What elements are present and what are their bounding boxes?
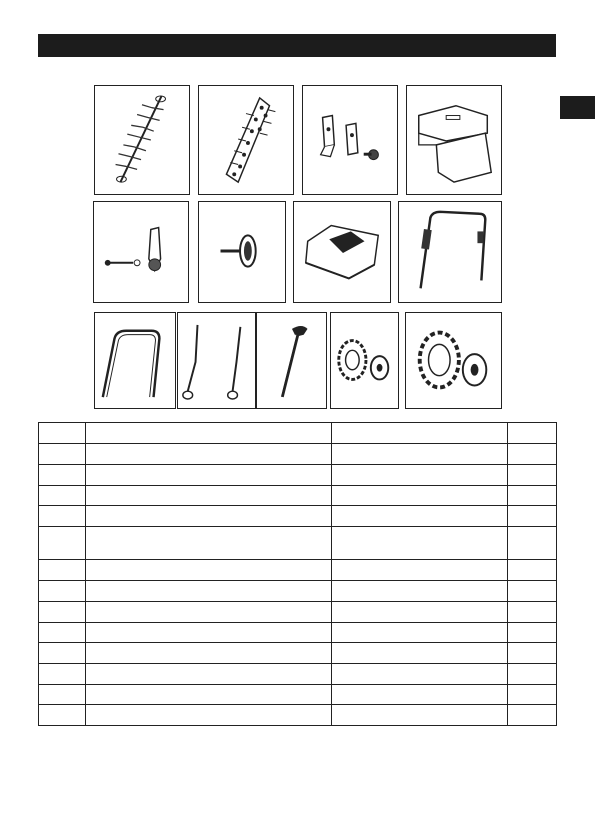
table-cell: [332, 581, 508, 602]
table-row: [39, 560, 557, 581]
part-tile-rear-wheels: [405, 312, 502, 409]
table-cell: [39, 623, 86, 643]
table-cell: [332, 506, 508, 527]
table-cell: [332, 685, 508, 705]
upper-handle-icon: [399, 202, 501, 302]
part-tile-front-wheels: [330, 312, 399, 409]
table-cell: [39, 560, 86, 581]
safety-flap-cover-icon: [294, 202, 390, 302]
table-cell: [332, 705, 508, 726]
table-cell: [332, 623, 508, 643]
table-cell: [508, 527, 557, 560]
table-row: [39, 444, 557, 465]
table-cell: [332, 423, 508, 444]
table-cell: [332, 602, 508, 623]
table-cell: [86, 465, 332, 486]
part-tile-aerator-roller: [198, 85, 294, 195]
table-row: [39, 527, 557, 560]
table-cell: [39, 602, 86, 623]
table-cell: [39, 486, 86, 506]
table-cell: [39, 664, 86, 685]
part-tile-upper-handle: [398, 201, 502, 303]
height-adjust-brackets-icon: [303, 86, 397, 194]
language-side-tab: [560, 96, 595, 119]
part-tile-safety-flap-cover: [293, 201, 391, 303]
rear-wheels-icon: [406, 313, 501, 408]
table-cell: [332, 560, 508, 581]
table-cell: [86, 506, 332, 527]
table-row: [39, 581, 557, 602]
table-cell: [508, 623, 557, 643]
handle-lock-bolt-icon: [94, 202, 188, 302]
part-tile-middle-handle-rods: [177, 312, 256, 409]
table-row: [39, 486, 557, 506]
table-row: [39, 423, 557, 444]
table-cell: [86, 560, 332, 581]
table-cell: [86, 423, 332, 444]
table-cell: [508, 465, 557, 486]
part-tile-lower-handle: [94, 312, 176, 409]
part-tile-adjustment-knob: [198, 201, 286, 303]
table-cell: [508, 685, 557, 705]
table-cell: [39, 581, 86, 602]
table-cell: [508, 423, 557, 444]
part-tile-scarifier-roller: [94, 85, 190, 195]
middle-handle-rods-icon: [178, 313, 255, 408]
part-tile-bag-frame-handle: [256, 312, 327, 409]
table-cell: [508, 506, 557, 527]
table-row: [39, 705, 557, 726]
table-cell: [508, 705, 557, 726]
table-cell: [508, 664, 557, 685]
table-cell: [86, 623, 332, 643]
table-cell: [332, 643, 508, 664]
table-cell: [332, 527, 508, 560]
adjustment-knob-icon: [199, 202, 285, 302]
table-cell: [39, 643, 86, 664]
table-cell: [508, 581, 557, 602]
table-cell: [39, 465, 86, 486]
table-row: [39, 465, 557, 486]
table-cell: [332, 444, 508, 465]
table-cell: [332, 664, 508, 685]
table-cell: [86, 664, 332, 685]
table-cell: [508, 602, 557, 623]
table-row: [39, 685, 557, 705]
table-cell: [86, 705, 332, 726]
table-cell: [86, 602, 332, 623]
table-row: [39, 602, 557, 623]
table-cell: [39, 705, 86, 726]
table-cell: [39, 444, 86, 465]
table-cell: [86, 581, 332, 602]
table-row: [39, 623, 557, 643]
section-header-bar: [38, 34, 556, 57]
table-cell: [508, 486, 557, 506]
table-cell: [508, 643, 557, 664]
bag-frame-handle-icon: [257, 313, 326, 408]
table-cell: [508, 444, 557, 465]
table-row: [39, 506, 557, 527]
part-tile-handle-lock-bolt: [93, 201, 189, 303]
table-row: [39, 664, 557, 685]
table-cell: [39, 527, 86, 560]
parts-list-table: [38, 422, 557, 726]
aerator-roller-icon: [199, 86, 293, 194]
table-cell: [39, 506, 86, 527]
table-cell: [86, 685, 332, 705]
table-cell: [86, 527, 332, 560]
table-cell: [86, 444, 332, 465]
table-cell: [39, 685, 86, 705]
part-tile-grass-bag: [406, 85, 502, 195]
grass-bag-icon: [407, 86, 501, 194]
scarifier-roller-icon: [95, 86, 189, 194]
table-cell: [39, 423, 86, 444]
table-cell: [332, 465, 508, 486]
table-cell: [508, 560, 557, 581]
table-cell: [332, 486, 508, 506]
table-row: [39, 643, 557, 664]
front-wheels-icon: [331, 313, 398, 408]
table-cell: [86, 486, 332, 506]
part-tile-height-adjust-brackets: [302, 85, 398, 195]
table-cell: [86, 643, 332, 664]
lower-handle-icon: [95, 313, 175, 408]
